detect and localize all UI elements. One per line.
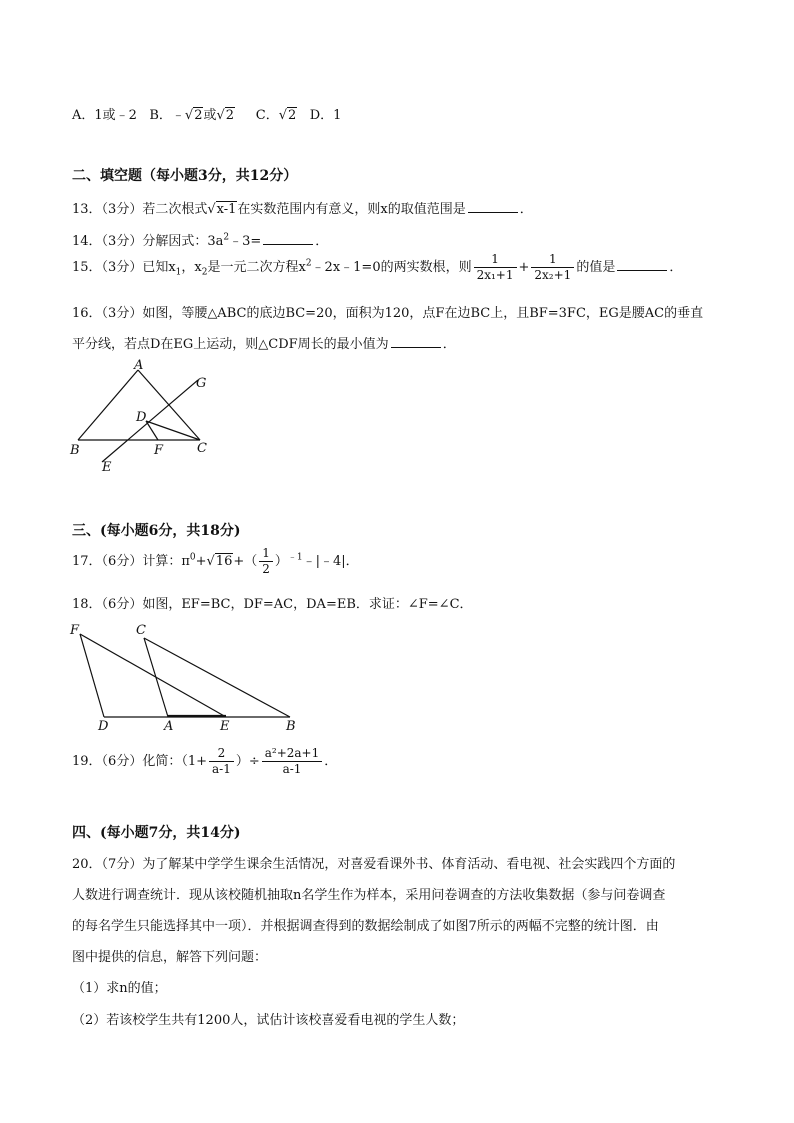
question-19: 19．（6分）化简：（1+ $\frac{2}{a-1}$ ）÷ $\frac{\text{a²+2a+1}}{a-1}$ ．	[72, 746, 338, 776]
side-fd	[80, 634, 104, 717]
segment-df	[146, 421, 158, 440]
fraction-1: $\frac{1}{\text{2x₁+1}}$	[474, 252, 517, 283]
label-b: B	[70, 443, 80, 458]
option-d: D．1	[309, 108, 342, 123]
question-16-line2: 平分线，若点D在EG上运动，则△CDF周长的最小值为 ．	[72, 337, 456, 352]
fraction-half: $\frac{1}{2}$	[259, 546, 273, 577]
question-20-sub1: （1）求n的值；	[72, 981, 167, 996]
side-fe	[80, 634, 226, 717]
question-20-line1: 20．（7分）为了解某中学学生课余生活情况，对喜爱看课外书、体育活动、看电视、社会实践四个方面的	[72, 857, 676, 872]
answer-blank	[468, 200, 518, 213]
question-14: 14．（3分）分解因式：$3a^2﹣3=$ ．	[72, 232, 329, 249]
question-17: 17．（6分）计算：$\pi^0+√16+$（ $\frac{1}{2}$ ）$^{﹣1}$﹣|﹣4|．	[72, 546, 359, 576]
label-e: E	[220, 719, 230, 732]
option-b: B．﹣√2或√2	[149, 108, 235, 123]
question-16-line1: 16．（3分）如图，等腰△ABC的底边BC=20，面积为120，点F在边BC上，且BF=3FC，EG是腰AC的垂直	[72, 306, 704, 321]
option-a: A．1或﹣2	[72, 108, 137, 123]
label-f: F	[154, 443, 164, 458]
figure-18	[66, 620, 306, 732]
question-18: 18．（6分）如图，EF=BC，DF=AC，DA=EB．求证：∠F=∠C．	[72, 597, 473, 612]
answer-blank	[391, 335, 441, 348]
label-g: G	[196, 376, 207, 391]
question-20-line3: 的每名学生只能选择其中一项）．并根据调查得到的数据绘制成了如图7所示的两幅不完整的统计图．由	[72, 919, 659, 934]
question-15: 15．（3分）已知$x_1$，$x_2$是一元二次方程$x^2﹣2x﹣1=0$的两实数根，则 $\frac{1}{\text{2x₁+1}}$ + $\frac{1}{\text{2x₂+1}}$ 的值是 ．	[72, 252, 683, 282]
figure-16	[68, 358, 228, 478]
section4-title: 四、(每小题7分，共14分)	[72, 825, 241, 841]
side-ca	[144, 638, 168, 717]
label-c: C	[197, 441, 207, 456]
section3-title: 三、(每小题6分，共18分)	[72, 523, 241, 539]
question-20-sub2: （2）若该校学生共有1200人，试估计该校喜爱看电视的学生人数；	[72, 1013, 465, 1028]
label-d: D	[98, 719, 109, 732]
question-13: 13．（3分）若二次根式√x-1在实数范围内有意义，则x的取值范围是 ．	[72, 202, 533, 217]
label-e: E	[102, 460, 112, 475]
option-c: C．√2	[255, 108, 297, 123]
label-a: A	[134, 358, 144, 373]
question-20-line2: 人数进行调查统计．现从该校随机抽取n名学生作为样本，采用问卷调查的方法收集数据（参与问卷调查	[72, 888, 666, 903]
label-a: A	[164, 719, 174, 732]
question-20-line4: 图中提供的信息，解答下列问题：	[72, 950, 268, 965]
answer-blank	[617, 258, 667, 271]
label-b: B	[286, 719, 296, 732]
fraction-2-over: $\frac{2}{a-1}$	[209, 746, 234, 777]
fraction-square: $\frac{\text{a²+2a+1}}{a-1}$	[262, 746, 323, 777]
side-ab	[78, 370, 138, 440]
label-d: D	[136, 410, 147, 425]
answer-blank	[263, 232, 313, 245]
fraction-2: $\frac{1}{\text{2x₂+1}}$	[531, 252, 574, 283]
q12-options	[72, 104, 341, 123]
section2-title: 二、填空题（每小题3分，共12分）	[72, 168, 298, 184]
label-f: F	[70, 623, 80, 638]
side-cb	[144, 638, 290, 717]
label-c: C	[136, 623, 146, 638]
